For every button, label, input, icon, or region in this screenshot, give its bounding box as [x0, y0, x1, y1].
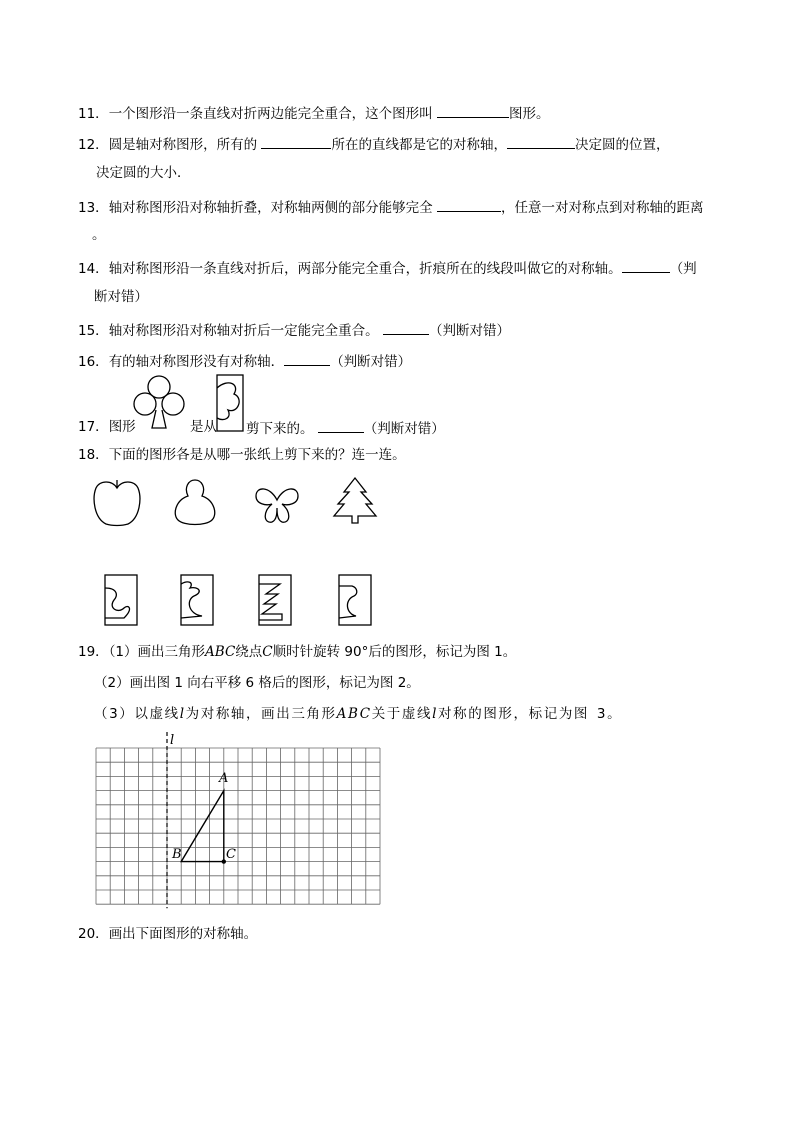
- question-text: 下面的图形各是从哪一张纸上剪下来的？连一连。: [108, 447, 406, 463]
- folded-paper-2-icon: [180, 574, 214, 626]
- question-14: [78, 258, 697, 278]
- question-16: [78, 351, 411, 371]
- question-text: 一个图形沿一条直线对折两边能完全重合，这个图形叫: [108, 106, 433, 122]
- question-12: [78, 134, 669, 154]
- math-var: ABC: [205, 644, 236, 660]
- question-text: 顺时针旋转 90°后的图形，标记为图 1。: [272, 644, 517, 660]
- question-19-part2: （2）画出图 1 向右平移 6 格后的图形，标记为图 2。: [94, 675, 420, 691]
- question-text: （3）以虚线: [94, 706, 180, 722]
- question-text: （判断对错）: [330, 354, 412, 370]
- folded-paper-1-icon: [104, 574, 138, 626]
- triangle-abc: [181, 791, 224, 862]
- coordinate-grid: [92, 730, 392, 910]
- answer-blank[interactable]: [284, 351, 330, 366]
- question-number: 15．: [78, 323, 109, 339]
- vertex-label-a: A: [219, 771, 229, 786]
- question-text: （1）画出三角形: [108, 644, 206, 660]
- apple-shape-icon: [92, 478, 142, 526]
- question-text: 对称的图形，标记为图 3。: [438, 706, 623, 722]
- folded-paper-3-icon: [258, 574, 292, 626]
- answer-blank[interactable]: [261, 134, 331, 149]
- axis-label-l: l: [170, 733, 175, 748]
- math-var: l: [179, 706, 186, 722]
- gourd-shape-icon: [170, 478, 220, 526]
- math-var: ABC: [336, 706, 372, 722]
- question-text: 关于虚线: [371, 706, 433, 722]
- question-text: 所在的直线都是它的对称轴，: [331, 137, 507, 153]
- question-number: 12．: [78, 137, 109, 153]
- question-number: 11．: [78, 106, 109, 122]
- question-text: 图形。: [508, 106, 550, 122]
- question-20: [78, 925, 257, 943]
- question-17: [78, 418, 136, 436]
- question-15: [78, 320, 510, 340]
- question-11: [78, 103, 549, 123]
- answer-blank[interactable]: [383, 320, 429, 335]
- answer-blank[interactable]: [622, 258, 670, 273]
- question-text: 有的轴对称图形没有对称轴．: [108, 354, 285, 370]
- question-13: [78, 197, 703, 217]
- math-var: l: [432, 706, 439, 722]
- tree-shape-icon: [330, 476, 380, 524]
- answer-blank[interactable]: [437, 197, 501, 212]
- answer-blank[interactable]: [318, 418, 364, 433]
- answer-blank[interactable]: [437, 103, 509, 118]
- question-number: 18．: [78, 447, 109, 463]
- question-text: 轴对称图形沿对称轴折叠，对称轴两侧的部分能够完全: [108, 200, 433, 216]
- vertex-label-c: C: [226, 847, 236, 862]
- vertex-label-b: B: [172, 847, 182, 862]
- question-number: 16．: [78, 354, 109, 370]
- question-number: 20．: [78, 926, 109, 942]
- folded-paper-icon: [216, 374, 244, 432]
- question-text: 是从: [190, 419, 217, 435]
- question-number: 17．: [78, 419, 109, 435]
- question-text: 轴对称图形沿对称轴对折后一定能完全重合。: [108, 323, 379, 339]
- question-13-line2: 。: [92, 227, 106, 243]
- question-text: 为对称轴，画出三角形: [185, 706, 337, 722]
- question-text: 图形: [108, 419, 136, 435]
- question-text: 轴对称图形沿一条直线对折后，两部分能完全重合，折痕所在的线段叫做它的对称轴。: [108, 261, 622, 277]
- question-18: [78, 446, 406, 464]
- folded-paper-4-icon: [338, 574, 372, 626]
- question-number: 14．: [78, 261, 109, 277]
- question-text: （判: [669, 261, 697, 277]
- question-text: 剪下来的。: [246, 421, 314, 437]
- question-17-rest: [246, 418, 445, 438]
- clover-shape-icon: [252, 478, 302, 526]
- question-number: 13．: [78, 200, 109, 216]
- question-12-line2: 决定圆的大小．: [96, 165, 191, 181]
- question-text: 画出下面图形的对称轴。: [108, 926, 258, 942]
- question-text: 决定圆的位置，: [574, 137, 670, 153]
- question-text: （判断对错）: [363, 421, 445, 437]
- question-19: [78, 643, 516, 661]
- question-text: （判断对错）: [428, 323, 510, 339]
- club-shape-icon: [130, 374, 188, 432]
- question-14-line2: 断对错）: [94, 289, 148, 305]
- answer-blank[interactable]: [507, 134, 575, 149]
- question-19-part3: [94, 705, 622, 723]
- math-var: C: [262, 644, 273, 660]
- question-text: ，任意一对对称点到对称轴的距离: [500, 200, 704, 216]
- question-number: 19．: [78, 644, 109, 660]
- question-text: 圆是轴对称图形，所有的: [108, 137, 258, 153]
- question-text: 绕点: [235, 644, 263, 660]
